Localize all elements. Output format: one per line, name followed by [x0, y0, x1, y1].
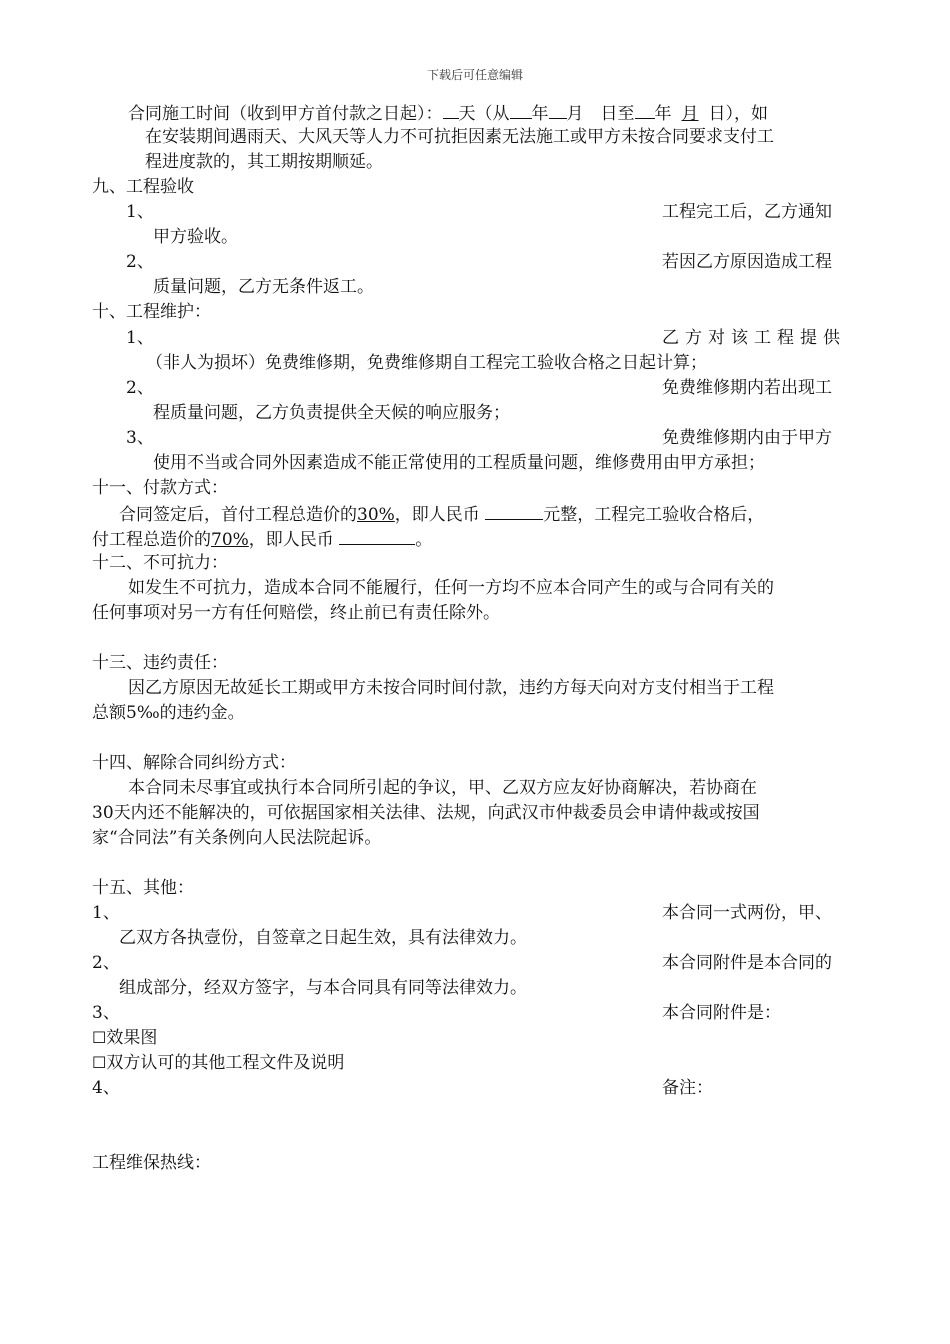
sec15-title: 十五、其他： — [92, 878, 194, 898]
sec9-title: 九、工程验收 — [92, 177, 194, 197]
sec11-first-percent: 30% — [357, 505, 395, 525]
sec11-l2-a: 付工程总造价的 — [92, 530, 211, 550]
sec12-line1: 如发生不可抗力，造成本合同不能履行，任何一方均不应本合同产生的或与合同有关的 — [128, 578, 774, 598]
sec15-item3-a: 本合同附件是： — [662, 1003, 781, 1023]
sec11-l1-a: 合同签定后，首付工程总造价的 — [119, 505, 357, 525]
sec15-item2-b: 组成部分，经双方签字，与本合同具有同等法律效力。 — [119, 978, 527, 998]
sec15-item4-a: 备注： — [662, 1078, 713, 1098]
checkbox-icon: ☐ — [92, 1028, 107, 1047]
sec11-l2-c: 。 — [415, 530, 433, 550]
sec15-item2-num: 2、 — [92, 953, 120, 973]
sec8-line1 — [128, 100, 768, 126]
sec15-item1-b: 乙双方各执壹份，自签章之日起生效，具有法律效力。 — [119, 928, 527, 948]
sec8-line2: 在安装期间遇雨天、大风天等人力不可抗拒因素无法施工或甲方未按合同要求支付工 — [145, 127, 774, 147]
sec14-line2: 30天内还不能解决的，可依据国家相关法律、法规，向武汉市仲裁委员会申请仲裁或按国 — [92, 803, 760, 823]
sec13-line2: 总额5‰的违约金。 — [92, 703, 245, 723]
sec9-item2-num: 2、 — [126, 252, 154, 272]
sec12-line2: 任何事项对另一方有任何赔偿，终止前已有责任除外。 — [92, 603, 500, 623]
sec8-l1-d: 月 日至 — [566, 104, 635, 124]
sec10-item1-b: （非人为损坏）免费维修期，免费维修期自工程完工验收合格之日起计算； — [146, 353, 707, 373]
sec11-title: 十一、付款方式： — [92, 478, 228, 498]
sec15-item1-num: 1、 — [92, 903, 120, 923]
blank-final-amount — [339, 526, 415, 545]
sec11-final-percent: 70% — [211, 530, 249, 550]
sec11-l2-b: ，即人民币 — [248, 530, 334, 550]
blank-first-amount — [485, 501, 543, 520]
sec15-item4-num: 4、 — [92, 1078, 120, 1098]
sec10-item1-num: 1、 — [126, 328, 154, 348]
sec10-item2-b: 程质量问题，乙方负责提供全天候的响应服务； — [153, 403, 510, 423]
checkbox-icon: ☐ — [92, 1053, 107, 1072]
sec13-title: 十三、违约责任： — [92, 653, 228, 673]
blank-start-year — [510, 100, 532, 119]
attachment-label-2: 双方认可的其他工程文件及说明 — [106, 1053, 345, 1073]
page-header: 下载后可任意编辑 — [426, 68, 523, 82]
sec10-item2-num: 2、 — [126, 378, 154, 398]
sec15-item1-a: 本合同一式两份，甲、 — [662, 903, 832, 923]
sec8-l1-c: 年 — [531, 104, 549, 124]
sec15-item2-a: 本合同附件是本合同的 — [662, 953, 832, 973]
sec11-l1-b: ，即人民币 — [394, 505, 480, 525]
blank-days — [443, 100, 459, 119]
sec14-line3: 家“合同法”有关条例向人民法院起诉。 — [92, 828, 382, 848]
blank-end-year — [635, 100, 655, 119]
sec13-line1: 因乙方原因无故延长工期或甲方未按合同时间付款，违约方每天向对方支付相当于工程 — [128, 678, 774, 698]
sec8-l1-e: 年 — [654, 104, 672, 124]
sec14-title: 十四、解除合同纠纷方式： — [92, 753, 296, 773]
sec10-item1-a: 乙方对该工程提供 — [662, 328, 846, 348]
sec9-item1-a: 工程完工后，乙方通知 — [662, 202, 832, 222]
sec14-line1: 本合同未尽事宜或执行本合同所引起的争议，甲、乙双方应友好协商解决，若协商在 — [128, 778, 757, 798]
sec12-title: 十二、不可抗力： — [92, 553, 228, 573]
sec10-title: 十、工程维护： — [92, 302, 211, 322]
sec11-line2 — [92, 526, 432, 552]
sec8-l1-g: 日），如 — [708, 104, 768, 124]
sec10-item3-b: 使用不当或合同外因素造成不能正常使用的工程质量问题，维修费用由甲方承担； — [153, 453, 765, 473]
sec9-item1-b: 甲方验收。 — [153, 227, 238, 247]
sec8-l1-b: 天（从 — [458, 104, 510, 124]
sec11-line1 — [119, 501, 764, 527]
sec9-item2-a: 若因乙方原因造成工程 — [662, 252, 832, 272]
sec8-line3: 程进度款的，其工期按期顺延。 — [145, 152, 383, 172]
sec11-l1-c: 元整，工程完工验收合格后， — [543, 505, 765, 525]
attachment-item-2 — [92, 1051, 344, 1075]
sec10-item3-num: 3、 — [126, 428, 154, 448]
maintenance-hotline: 工程维保热线： — [92, 1153, 211, 1173]
attachment-label-1: 效果图 — [106, 1028, 158, 1048]
blank-start-month — [549, 100, 567, 119]
sec10-item3-a: 免费维修期内由于甲方 — [662, 428, 832, 448]
sec10-item2-a: 免费维修期内若出现工 — [662, 378, 832, 398]
sec9-item1-num: 1、 — [126, 202, 154, 222]
attachment-item-1 — [92, 1026, 157, 1050]
sec15-item3-num: 3、 — [92, 1003, 120, 1023]
sec8-l1-a: 合同施工时间（收到甲方首付款之日起）： — [128, 104, 443, 124]
sec8-l1-f: 月 — [681, 104, 699, 124]
sec9-item2-b: 质量问题，乙方无条件返工。 — [153, 277, 374, 297]
